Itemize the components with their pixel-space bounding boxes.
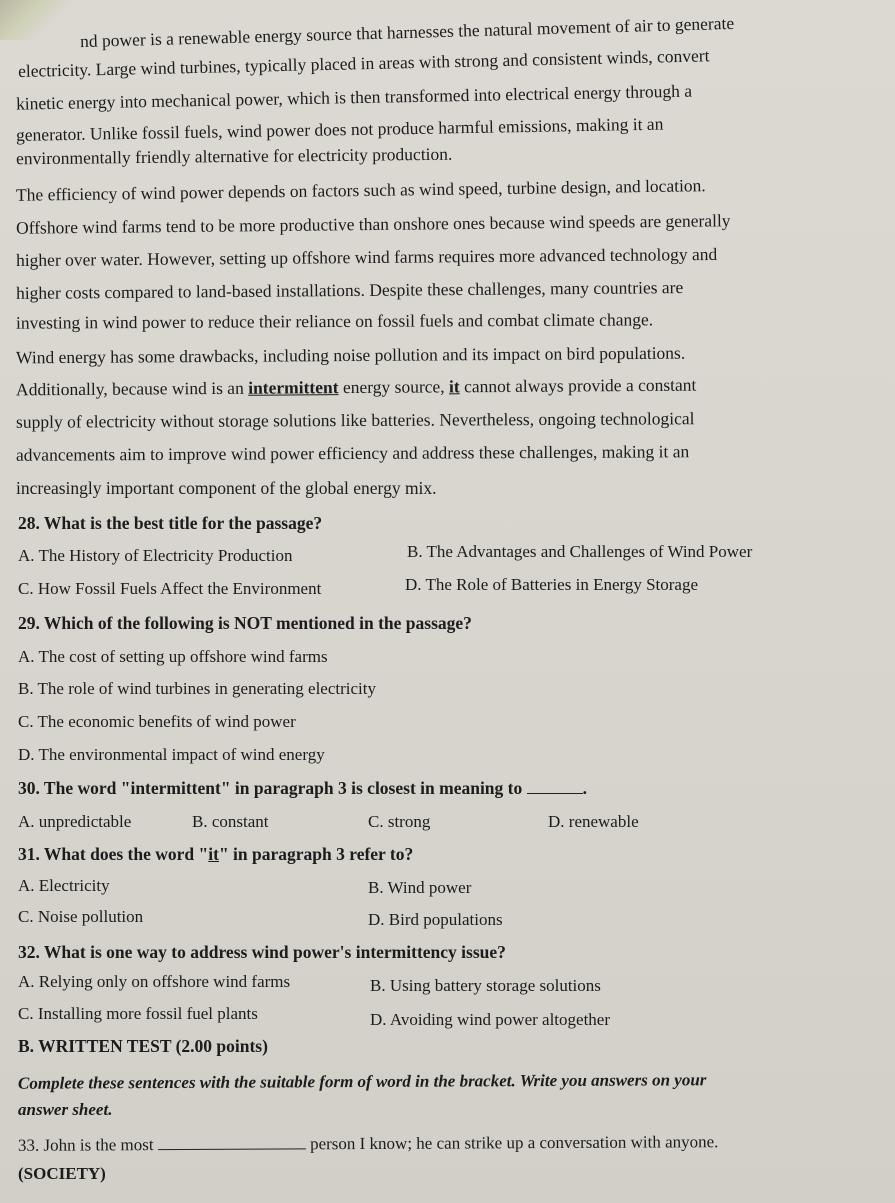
para3-line5: increasingly important component of the global energy mix. [16,478,437,498]
para3-line2 [16,375,697,400]
q28-option-c: C. How Fossil Fuels Affect the Environment [18,579,322,598]
para1-line2: electricity. Large wind turbines, typically placed in areas with strong and consistent winds, convert [17,45,710,81]
q29-option-b: B. The role of wind turbines in generating electricity [18,679,376,698]
instruction-line1: Complete these sentences with the suitable form of word in the bracket. Write you answers on your [17,1070,707,1093]
para2-line5: investing in wind power to reduce their reliance on fossil fuels and combat climate change. [15,309,654,333]
q32-option-d: D. Avoiding wind power altogether [370,1010,611,1029]
q30-question-text: 30. The word "intermittent" in paragraph 3 is closest in meaning to [18,778,523,798]
para2-line2: Offshore wind farms tend to be more productive than onshore ones because wind speeds are generally [15,210,731,238]
underlined-intermittent: intermittent [248,377,339,398]
para1-line5: environmentally friendly alternative for electricity production. [15,143,453,169]
q33-hint: (SOCIETY) [18,1164,106,1183]
q30-option-b: B. constant [192,812,269,831]
q28-option-d: D. The Role of Batteries in Energy Storage [405,575,699,594]
para2-line4: higher costs compared to land-based installations. Despite these challenges, many countries are [15,277,684,303]
q31-question [18,844,413,865]
q30-blank [527,793,583,794]
q28-option-a: A. The History of Electricity Production [18,546,293,565]
para3-line3: supply of electricity without storage solutions like batteries. Nevertheless, ongoing technological [15,408,695,432]
para1-line1: nd power is a renewable energy source that harnesses the natural movement of air to generate [79,12,735,52]
q31-option-b: B. Wind power [368,878,472,897]
q29-option-d: D. The environmental impact of wind energy [18,745,325,764]
q32-option-a: A. Relying only on offshore wind farms [18,972,291,991]
q30-option-d: D. renewable [548,812,639,831]
q33-sentence [18,1132,719,1156]
section-b-heading: B. WRITTEN TEST (2.00 points) [18,1036,268,1056]
para1-line3: kinetic energy into mechanical power, which is then transformed into electrical energy through a [15,80,693,114]
q32-option-c: C. Installing more fossil fuel plants [18,1004,258,1023]
q31-option-c: C. Noise pollution [18,907,144,926]
q28-option-b: B. The Advantages and Challenges of Wind Power [407,542,753,561]
q30-question [18,778,587,799]
para3-line1: Wind energy has some drawbacks, including noise pollution and its impact on bird populations. [15,342,686,368]
para1-line4: generator. Unlike fossil fuels, wind power does not produce harmful emissions, making it an [15,113,664,145]
instruction-line2: answer sheet. [18,1100,113,1119]
q33-text-b: person I know; he can strike up a conversation with anyone. [309,1132,719,1154]
q30-option-a: A. unpredictable [18,812,132,831]
para3-line4: advancements aim to improve wind power efficiency and address these challenges, making it an [15,441,690,465]
q31-option-a: A. Electricity [18,876,110,895]
q31-question-b: " in paragraph 3 refer to? [218,844,414,864]
para3-line2-a: Additionally, because wind is an [15,377,249,400]
q30-option-c: C. strong [368,812,431,831]
q32-question: 32. What is one way to address wind power's intermittency issue? [18,942,506,962]
para2-line1: The efficiency of wind power depends on factors such as wind speed, turbine design, and location. [15,175,706,205]
q29-option-c: C. The economic benefits of wind power [18,712,296,731]
para3-line2-c: cannot always provide a constant [459,374,697,397]
page-corner-fold [0,0,70,40]
q30-period: . [582,778,587,798]
para2-line3: higher over water. However, setting up offshore wind farms requires more advanced technology and [15,243,718,271]
q32-option-b: B. Using battery storage solutions [370,976,601,995]
underlined-it: it [448,376,460,397]
para3-line2-b: energy source, [338,376,450,398]
q31-question-it: it [208,844,219,864]
q31-option-d: D. Bird populations [368,910,503,929]
q33-blank [158,1148,306,1150]
q33-text-a: 33. John is the most [17,1135,154,1155]
q29-question: 29. Which of the following is NOT mentioned in the passage? [18,613,472,633]
q28-question: 28. What is the best title for the passage? [18,513,323,533]
q31-question-a: 31. What does the word " [18,844,209,864]
q29-option-a: A. The cost of setting up offshore wind farms [18,647,328,666]
